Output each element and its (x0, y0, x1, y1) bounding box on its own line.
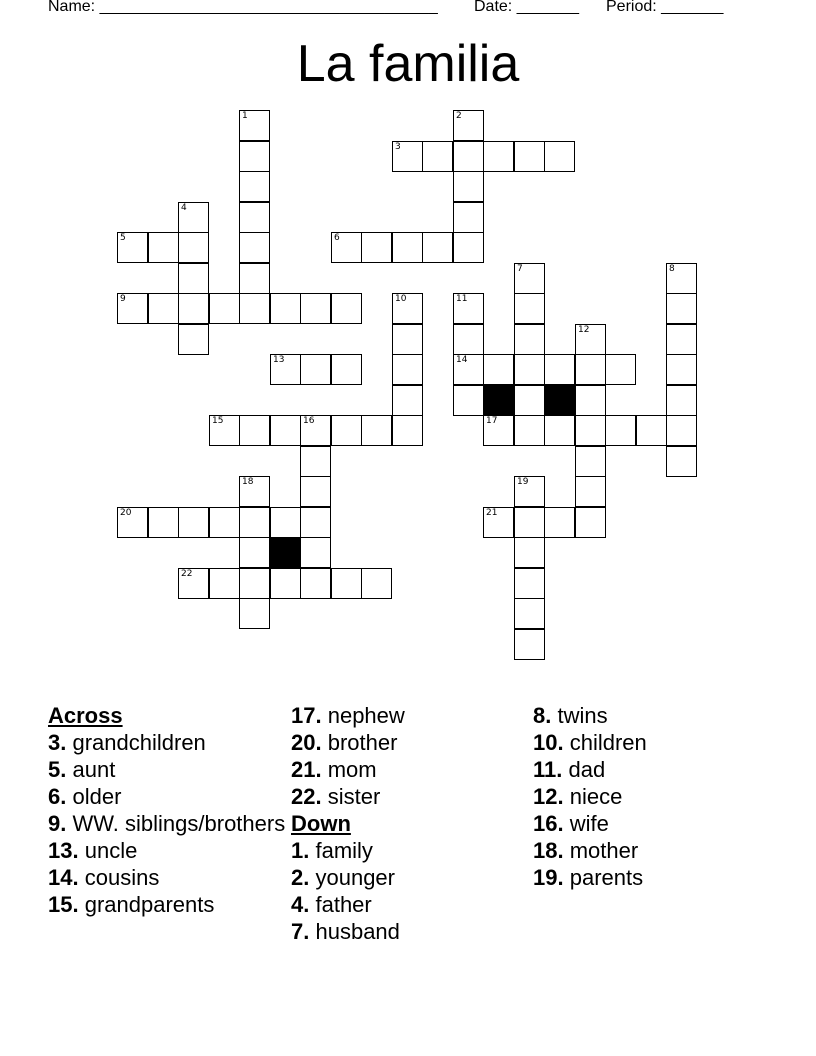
crossword-cell[interactable] (361, 232, 392, 263)
across-heading: Across (48, 703, 123, 728)
crossword-cell[interactable] (178, 263, 209, 294)
black-square (270, 537, 301, 568)
crossword-cell[interactable] (361, 568, 392, 599)
clue-text: cousins (84, 865, 160, 890)
crossword-cell[interactable] (270, 507, 301, 538)
period-field[interactable]: Period: _______ (606, 0, 724, 15)
crossword-cell[interactable] (422, 141, 453, 172)
clue-number: 2. (291, 865, 310, 890)
crossword-cell[interactable] (178, 324, 209, 355)
crossword-cell[interactable] (270, 568, 301, 599)
crossword-cell[interactable] (514, 415, 545, 446)
cell-number: 13 (273, 355, 285, 365)
crossword-cell[interactable] (483, 507, 514, 538)
crossword-cell[interactable] (605, 415, 636, 446)
clue-number: 14. (48, 865, 79, 890)
clue-number: 12. (533, 784, 564, 809)
clue-number: 11. (533, 757, 563, 782)
crossword-cell[interactable] (636, 415, 667, 446)
crossword-cell[interactable] (270, 354, 301, 385)
clue-text: children (569, 730, 647, 755)
date-field[interactable]: Date: _______ (474, 0, 579, 15)
crossword-cell[interactable] (514, 385, 545, 416)
crossword-cell[interactable] (331, 568, 362, 599)
down-clue (291, 918, 531, 945)
clue-text: brother (327, 730, 398, 755)
clue-text: husband (315, 919, 400, 944)
cell-number: 19 (517, 477, 529, 487)
cell-number: 4 (181, 203, 187, 213)
cell-number: 10 (395, 294, 407, 304)
crossword-cell[interactable] (575, 446, 606, 477)
crossword-cell[interactable] (514, 324, 545, 355)
cell-number: 12 (578, 325, 590, 335)
crossword-cell[interactable] (148, 293, 179, 324)
cell-number: 8 (669, 264, 675, 274)
crossword-cell[interactable] (453, 293, 484, 324)
clue-text: grandchildren (72, 730, 206, 755)
cell-number: 20 (120, 508, 132, 518)
page-title: La familia (296, 35, 520, 93)
down-clue (291, 891, 531, 918)
clue-number: 22. (291, 784, 322, 809)
name-field[interactable]: Name: ______________________________________ (48, 0, 438, 15)
down-heading: Down (291, 811, 351, 836)
clue-text: parents (569, 865, 644, 890)
crossword-cell[interactable] (239, 232, 270, 263)
crossword-cell[interactable] (361, 415, 392, 446)
clue-text: father (315, 892, 372, 917)
cell-number: 1 (242, 111, 248, 121)
crossword-cell[interactable] (300, 446, 331, 477)
down-clue (533, 864, 773, 891)
across-clue (48, 729, 288, 756)
crossword-cell[interactable] (117, 507, 148, 538)
across-clue (291, 756, 531, 783)
crossword-cell[interactable] (209, 415, 240, 446)
crossword-cell[interactable] (514, 354, 545, 385)
crossword-cell[interactable] (178, 293, 209, 324)
clue-number: 18. (533, 838, 564, 863)
down-clue (533, 729, 773, 756)
clue-text: older (72, 784, 122, 809)
crossword-cell[interactable] (392, 415, 423, 446)
across-clue (48, 864, 288, 891)
crossword-cell[interactable] (331, 354, 362, 385)
crossword-cell[interactable] (514, 263, 545, 294)
clues-column-2 (291, 702, 531, 945)
crossword-cell[interactable] (666, 324, 697, 355)
clue-number: 6. (48, 784, 67, 809)
clue-text: aunt (72, 757, 116, 782)
cell-number: 15 (212, 416, 224, 426)
cell-number: 21 (486, 508, 498, 518)
clue-text: WW. siblings/brothers (72, 811, 286, 836)
cell-number: 11 (456, 294, 468, 304)
crossword-cell[interactable] (544, 507, 575, 538)
crossword-cell[interactable] (514, 598, 545, 629)
crossword-cell[interactable] (300, 293, 331, 324)
crossword-cell[interactable] (270, 415, 301, 446)
cell-number: 14 (456, 355, 468, 365)
down-clue (291, 864, 531, 891)
clue-text: twins (557, 703, 608, 728)
crossword-cell[interactable] (331, 415, 362, 446)
crossword-cell[interactable] (514, 476, 545, 507)
crossword-cell[interactable] (300, 476, 331, 507)
crossword-cell[interactable] (666, 293, 697, 324)
crossword-cell[interactable] (453, 385, 484, 416)
crossword-cell[interactable] (209, 293, 240, 324)
cell-number: 6 (334, 233, 340, 243)
clue-text: wife (569, 811, 609, 836)
crossword-cell[interactable] (239, 598, 270, 629)
crossword-cell[interactable] (178, 568, 209, 599)
cell-number: 2 (456, 111, 462, 121)
across-clue (48, 783, 288, 810)
clue-text: niece (569, 784, 623, 809)
clues-column-3 (533, 702, 773, 891)
clue-number: 21. (291, 757, 322, 782)
crossword-cell[interactable] (239, 415, 270, 446)
down-clue (291, 837, 531, 864)
across-clue (291, 729, 531, 756)
clue-text: nephew (327, 703, 405, 728)
crossword-cell[interactable] (544, 415, 575, 446)
clue-text: family (315, 838, 373, 863)
crossword-cell[interactable] (239, 202, 270, 233)
crossword-cell[interactable] (453, 110, 484, 141)
clue-number: 20. (291, 730, 322, 755)
crossword-cell[interactable] (453, 202, 484, 233)
crossword-cell[interactable] (514, 537, 545, 568)
clue-number: 13. (48, 838, 79, 863)
across-clue (48, 837, 288, 864)
crossword-cell[interactable] (514, 568, 545, 599)
crossword-cell[interactable] (392, 385, 423, 416)
crossword-cell[interactable] (300, 568, 331, 599)
cell-number: 7 (517, 264, 523, 274)
crossword-cell[interactable] (392, 293, 423, 324)
crossword-cell[interactable] (331, 232, 362, 263)
clue-number: 19. (533, 865, 564, 890)
crossword-cell[interactable] (239, 568, 270, 599)
crossword-cell[interactable] (300, 415, 331, 446)
clue-text: uncle (84, 838, 138, 863)
clue-text: grandparents (84, 892, 215, 917)
cell-number: 22 (181, 569, 193, 579)
cell-number: 17 (486, 416, 498, 426)
down-clue (533, 756, 773, 783)
crossword-cell[interactable] (575, 354, 606, 385)
clue-number: 7. (291, 919, 310, 944)
clue-number: 1. (291, 838, 310, 863)
cell-number: 18 (242, 477, 254, 487)
crossword-cell[interactable] (117, 232, 148, 263)
crossword-cell[interactable] (666, 446, 697, 477)
clue-text: sister (327, 784, 381, 809)
crossword-cell[interactable] (575, 476, 606, 507)
clue-text: dad (568, 757, 606, 782)
crossword-cell[interactable] (178, 507, 209, 538)
cell-number: 5 (120, 233, 126, 243)
black-square (483, 385, 514, 416)
crossword-cell[interactable] (117, 293, 148, 324)
crossword-cell[interactable] (209, 568, 240, 599)
clue-text: younger (315, 865, 395, 890)
crossword-cell[interactable] (453, 171, 484, 202)
crossword-cell[interactable] (300, 537, 331, 568)
crossword-cell[interactable] (666, 415, 697, 446)
clue-number: 17. (291, 703, 322, 728)
crossword-cell[interactable] (514, 629, 545, 660)
crossword-cell[interactable] (514, 293, 545, 324)
crossword-cell[interactable] (239, 110, 270, 141)
crossword-cell[interactable] (453, 354, 484, 385)
crossword-cell[interactable] (453, 324, 484, 355)
crossword-cell[interactable] (392, 232, 423, 263)
crossword-cell[interactable] (605, 354, 636, 385)
clue-text: mom (327, 757, 377, 782)
across-clue (48, 891, 288, 918)
crossword-cell[interactable] (453, 232, 484, 263)
clue-number: 15. (48, 892, 79, 917)
crossword-cell[interactable] (483, 354, 514, 385)
crossword-cell[interactable] (331, 293, 362, 324)
down-clue (533, 810, 773, 837)
down-clue (533, 783, 773, 810)
crossword-cell[interactable] (178, 232, 209, 263)
crossword-cell[interactable] (300, 507, 331, 538)
across-clue (291, 702, 531, 729)
crossword-cell[interactable] (544, 354, 575, 385)
clue-number: 16. (533, 811, 564, 836)
crossword-cell[interactable] (239, 293, 270, 324)
clues-column-1 (48, 702, 288, 918)
crossword-cell[interactable] (239, 476, 270, 507)
clue-number: 5. (48, 757, 67, 782)
cell-number: 3 (395, 142, 401, 152)
crossword-cell[interactable] (178, 202, 209, 233)
cell-number: 16 (303, 416, 315, 426)
crossword-cell[interactable] (239, 507, 270, 538)
across-clue (48, 810, 288, 837)
down-clue (533, 702, 773, 729)
crossword-cell[interactable] (239, 171, 270, 202)
across-clue (291, 783, 531, 810)
clue-number: 4. (291, 892, 310, 917)
crossword-cell[interactable] (392, 324, 423, 355)
crossword-cell[interactable] (453, 141, 484, 172)
clue-text: mother (569, 838, 639, 863)
crossword-cell[interactable] (300, 354, 331, 385)
crossword-cell[interactable] (575, 324, 606, 355)
crossword-cell[interactable] (209, 507, 240, 538)
across-clue (48, 756, 288, 783)
clue-number: 10. (533, 730, 564, 755)
clue-number: 8. (533, 703, 552, 728)
crossword-cell[interactable] (392, 141, 423, 172)
crossword-cell[interactable] (575, 415, 606, 446)
cell-number: 9 (120, 294, 126, 304)
clue-number: 3. (48, 730, 67, 755)
crossword-cell[interactable] (239, 263, 270, 294)
crossword-cell[interactable] (514, 507, 545, 538)
crossword-cell[interactable] (148, 232, 179, 263)
crossword-cell[interactable] (239, 141, 270, 172)
crossword-cell[interactable] (483, 141, 514, 172)
crossword-cell[interactable] (392, 354, 423, 385)
down-clue (533, 837, 773, 864)
black-square (544, 385, 575, 416)
crossword-cell[interactable] (148, 507, 179, 538)
crossword-cell[interactable] (666, 354, 697, 385)
crossword-cell[interactable] (666, 263, 697, 294)
crossword-cell[interactable] (514, 141, 545, 172)
crossword-cell[interactable] (270, 293, 301, 324)
crossword-cell[interactable] (575, 507, 606, 538)
crossword-cell[interactable] (483, 415, 514, 446)
crossword-cell[interactable] (422, 232, 453, 263)
crossword-cell[interactable] (666, 385, 697, 416)
crossword-cell[interactable] (544, 141, 575, 172)
crossword-cell[interactable] (239, 537, 270, 568)
crossword-cell[interactable] (575, 385, 606, 416)
clue-number: 9. (48, 811, 67, 836)
